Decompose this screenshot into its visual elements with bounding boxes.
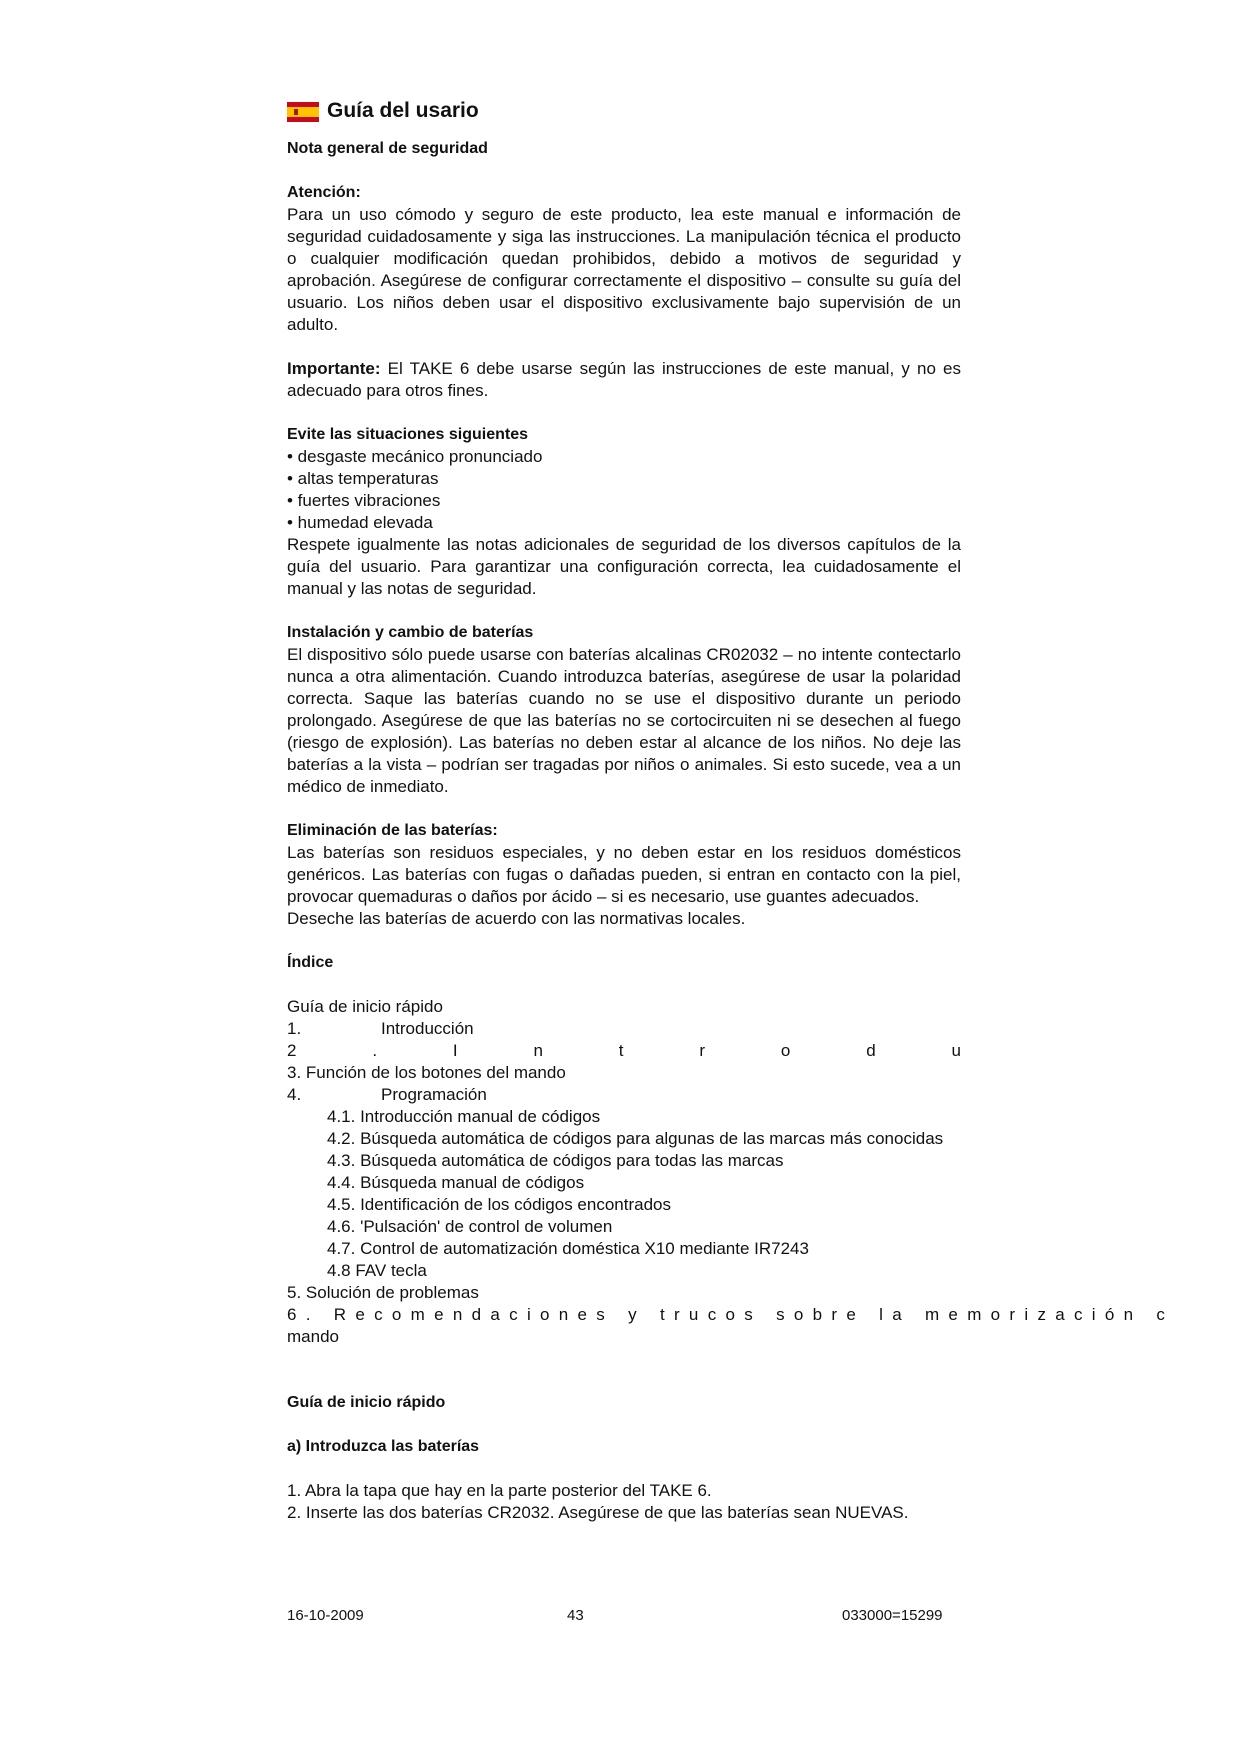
index-sub-item: 4.5. Identificación de los códigos encontrados <box>327 1195 672 1214</box>
avoid-item: • humedad elevada <box>287 513 433 532</box>
index-number: 4. <box>287 1085 302 1104</box>
index-sub-item: 4.7. Control de automatización doméstica X10 mediante IR7243 <box>327 1239 809 1258</box>
index-item-6-cont: mando <box>287 1327 339 1346</box>
page-title: Guía del usario <box>327 99 479 122</box>
index-sub-item: 4.3. Búsqueda automática de códigos para todas las marcas <box>327 1151 784 1170</box>
install-text: El dispositivo sólo puede usarse con baterías alcalinas CR02032 – no intente contectarlo nunca a otra alimentación. Cuando introduzca baterías, asegúrese de usar la polaridad correcta. Saque las baterías cuando no se use el dispositivo durante un periodo prolongado. Asegúrese de que las baterías no se cortocircuiten ni se desechen al fuego (riesgo de explosión). Las baterías no deben estar al alcance de los niños. No deje las baterías a la vista – podrían ser tragadas por niños o animales. Si esto sucede, vea a un médico de inmediato. <box>287 645 961 796</box>
index-item-4 <box>287 1084 961 1106</box>
index-number: 1. <box>287 1019 302 1038</box>
footer-date: 16-10-2009 <box>287 1607 364 1624</box>
title-row <box>287 98 961 132</box>
spain-flag-icon <box>287 102 319 122</box>
quickstart-step: 1. Abra la tapa que hay en la parte posterior del TAKE 6. <box>287 1481 712 1500</box>
attention-text: Para un uso cómodo y seguro de este producto, lea este manual e información de seguridad cuidadosamente y siga las instrucciones. La manipulación técnica el producto o cualquier modificación quedan prohibidos, debido a motivos de seguridad y aprobación. Asegúrese de configurar correctamente el dispositivo – consulte su guía del usuario. Los niños deben usar el dispositivo exclusivamente bajo supervisión de un adulto. <box>287 205 961 334</box>
index-label: Programación <box>381 1085 487 1104</box>
avoid-text: Respete igualmente las notas adicionales de seguridad de los diversos capítulos de la guía del usuario. Para garantizar una configuración correcta, lea cuidadosamente el manual y las notas de seguridad. <box>287 535 961 598</box>
avoid-item: • desgaste mecánico pronunciado <box>287 447 543 466</box>
important-paragraph <box>287 358 961 402</box>
important-text: El TAKE 6 debe usarse según las instrucciones de este manual, y no es adecuado para otros fines. <box>287 359 961 400</box>
index-sub-item: 4.1. Introducción manual de códigos <box>327 1107 601 1126</box>
index-item-6: 6. Recomendaciones y trucos sobre la memorización c <box>287 1305 1175 1324</box>
avoid-item: • fuertes vibraciones <box>287 491 441 510</box>
index-quick: Guía de inicio rápido <box>287 997 443 1016</box>
quickstart-step: 2. Inserte las dos baterías CR2032. Asegúrese de que las baterías sean NUEVAS. <box>287 1503 909 1522</box>
disposal-text-2: Deseche las baterías de acuerdo con las normativas locales. <box>287 909 746 928</box>
attention-label: Atención: <box>287 184 361 201</box>
quickstart-subheading: a) Introduzca las baterías <box>287 1438 480 1455</box>
disposal-heading: Eliminación de las baterías: <box>287 822 498 839</box>
index-item-3: 3. Función de los botones del mando <box>287 1063 566 1082</box>
index-label: Introducción <box>381 1019 474 1038</box>
avoid-heading: Evite las situaciones siguientes <box>287 426 528 443</box>
index-item-5: 5. Solución de problemas <box>287 1283 479 1302</box>
index-sub-item: 4.6. 'Pulsación' de control de volumen <box>327 1217 613 1236</box>
document-page <box>287 98 1175 1524</box>
quickstart-heading: Guía de inicio rápido <box>287 1394 446 1411</box>
safety-heading: Nota general de seguridad <box>287 140 488 157</box>
footer-code: 033000=15299 <box>842 1607 943 1624</box>
index-heading: Índice <box>287 954 334 971</box>
important-label: Importante: <box>287 359 381 378</box>
footer-page-number: 43 <box>567 1607 584 1624</box>
index-sub-item: 4.4. Búsqueda manual de códigos <box>327 1173 585 1192</box>
index-item-1 <box>287 1018 961 1040</box>
index-sub-item: 4.8 FAV tecla <box>327 1261 427 1280</box>
index-sub-item: 4.2. Búsqueda automática de códigos para algunas de las marcas más conocidas <box>327 1129 944 1148</box>
disposal-text: Las baterías son residuos especiales, y no deben estar en los residuos domésticos genéricos. Las baterías con fugas o dañadas pueden, si entran en contacto con la piel, provocar quemaduras o daños por ácido – si es necesario, use guantes adecuados. <box>287 843 961 906</box>
install-heading: Instalación y cambio de baterías <box>287 624 534 641</box>
avoid-item: • altas temperaturas <box>287 469 439 488</box>
index-item-2: 2 . I n t r o d u <box>287 1041 961 1060</box>
